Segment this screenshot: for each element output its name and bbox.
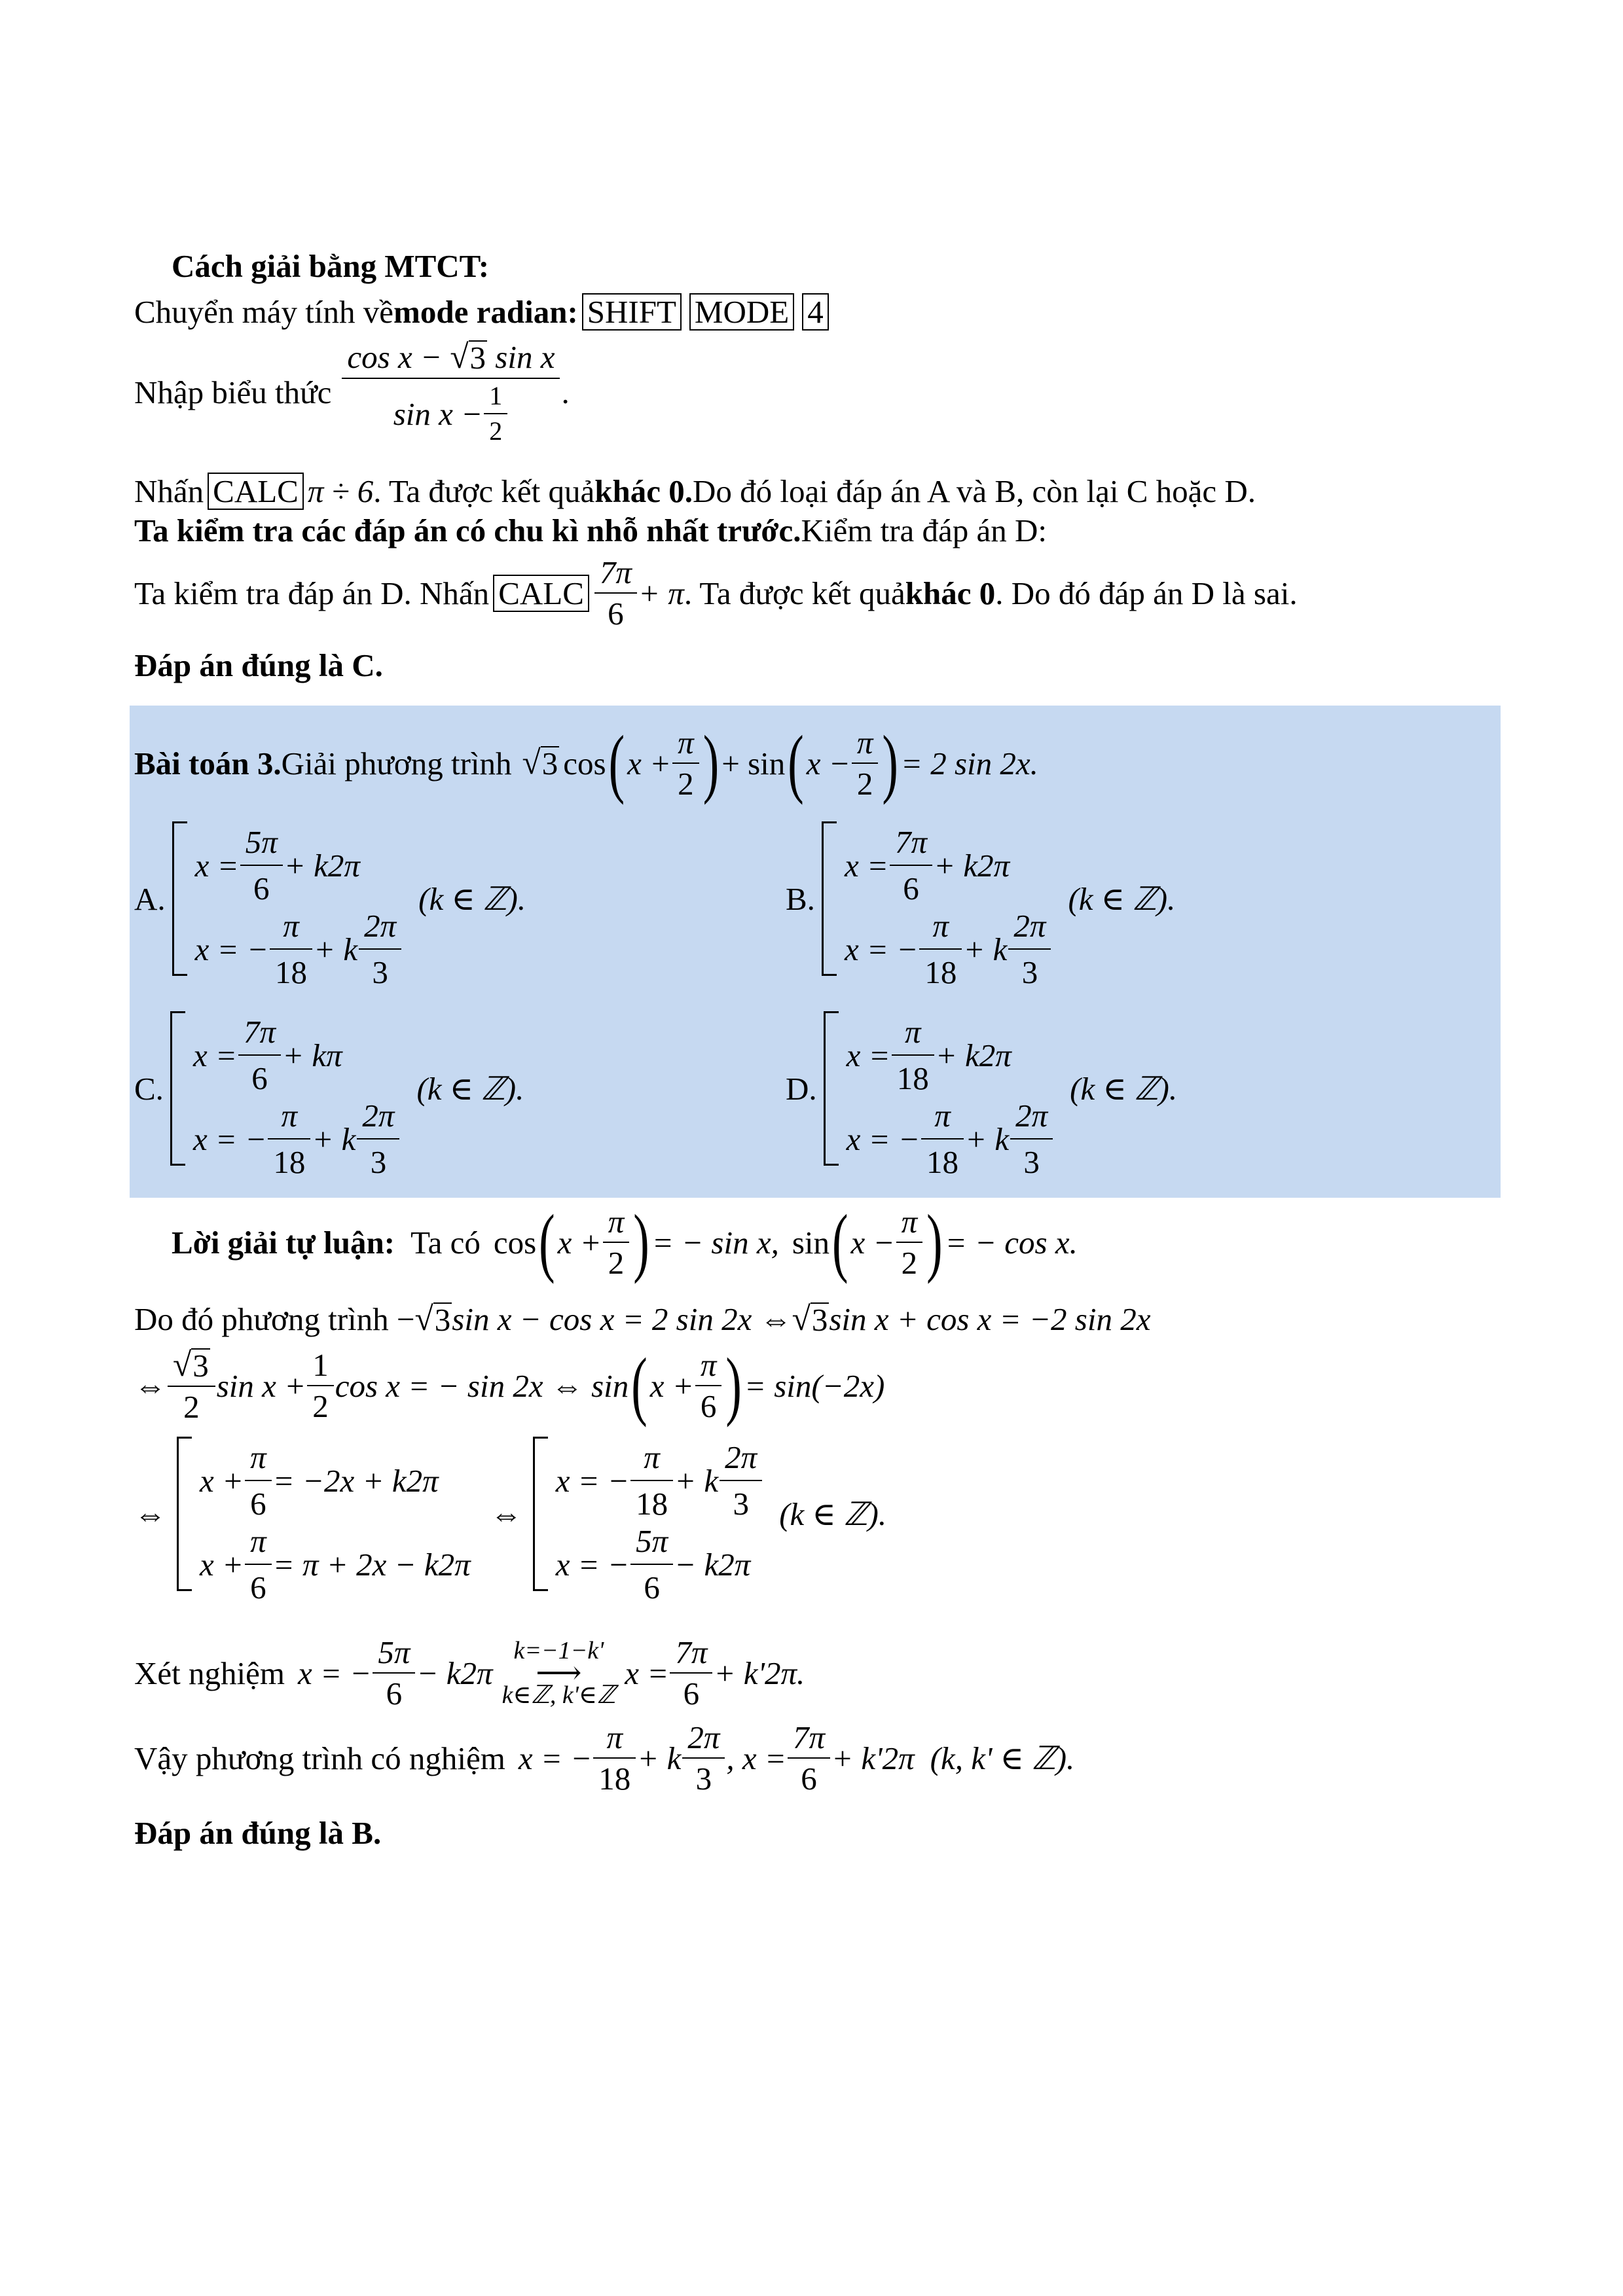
answer-c: Đáp án đúng là C.: [134, 647, 383, 683]
period-check-line: Ta kiểm tra các đáp án có chu kì nhỗ nhất trước. Kiểm tra đáp án D:: [134, 512, 1048, 548]
problem-statement: Bài toán 3. Giải phương trình √ 3 cos ( x + $\frac{\pi}{2}$ ) + sin ( x − $\frac{\pi}{2}$ ) = 2 sin 2x.: [134, 720, 1038, 806]
option-d[interactable]: D. x = $\frac{\pi}{18}$ + k2π x = − $\frac{\pi}{18}$ + k $\frac{2\pi}{3}$ (k ∈ ℤ).: [786, 1011, 1177, 1166]
solution-systems: ⇔ x + $\frac{\pi}{6}$ = −2x + k2π x + $\frac{\pi}{6}$ = π + 2x − k2π ⇔ x = − $\frac{\pi}{18}$ + k $\frac{2\pi}{3}$ x = − $\frac{5\pi}{6}$ − k2π (k ∈ ℤ).: [134, 1437, 886, 1591]
solution-line-1: Lời giải tự luận: Ta có cos ( x + $\frac{\pi}{2}$ ) = − sin x, sin ( x − $\frac{\pi}{2}$ ) = − cos x.: [172, 1199, 1078, 1285]
solution-line-3: ⇔ √ 3 2 sin x + $\frac{1}{2}$ cos x = − sin 2x ⇔ sin ( x + $\frac{\pi}{6}$ ) = sin(−2x): [134, 1343, 885, 1428]
option-a[interactable]: A. x = $\frac{5\pi}{6}$ + k2π x = − $\frac{\pi}{18}$ + k $\frac{2\pi}{3}$ (k ∈ ℤ).: [134, 821, 526, 976]
calc-key: CALC: [208, 473, 304, 510]
mode-key: MODE: [689, 293, 794, 331]
mode-line: Chuyển máy tính về mode radian: SHIFT MODE 4: [134, 293, 833, 331]
solution-line-2: Do đó phương trình − √ 3 sin x − cos x = 2 sin 2x ⇔ √ 3 sin x + cos x = −2 sin 2x: [134, 1300, 1151, 1338]
press-calc-line-1: Nhấn CALC π ÷ 6 . Ta được kết quả khác 0. Do đó loại đáp án A và B, còn lại C hoặc D.: [134, 473, 1256, 509]
solution-line-6: Vậy phương trình có nghiệm x = − $\frac{\pi}{18}$ + k $\frac{2\pi}{3}$ , x = $\frac{7\pi}{6}$ + k'2π (k, k' ∈ ℤ).: [134, 1719, 1075, 1797]
expression-fraction: cos x − √ 3 sin x sin x − $\frac{1}{2}$: [344, 340, 557, 444]
mtct-heading: Cách giải bằng MTCT:: [172, 248, 490, 284]
shift-key: SHIFT: [582, 293, 682, 331]
calc-key-2: CALC: [493, 575, 589, 612]
press-calc-line-2: Ta kiểm tra đáp án D. Nhấn CALC $\frac{7\pi}{6}$ + π . Ta được kết quả khác 0 . Do đó đáp án D là sai.: [134, 554, 1298, 632]
solution-line-5: Xét nghiệm x = − $\frac{5\pi}{6}$ − k2π k=−1−k' ⟶ k∈ℤ, k'∈ℤ x = $\frac{7\pi}{6}$ + k'2π.: [134, 1634, 805, 1712]
answer-b: Đáp án đúng là B.: [134, 1815, 382, 1851]
input-expression-line: Nhập biểu thức cos x − √ 3 sin x sin x − $\frac{1}{2}$ .: [134, 338, 570, 446]
option-c[interactable]: C. x = $\frac{7\pi}{6}$ + kπ x = − $\frac{\pi}{18}$ + k $\frac{2\pi}{3}$ (k ∈ ℤ).: [134, 1011, 524, 1166]
option-b[interactable]: B. x = $\frac{7\pi}{6}$ + k2π x = − $\frac{\pi}{18}$ + k $\frac{2\pi}{3}$ (k ∈ ℤ).: [786, 821, 1175, 976]
four-key: 4: [802, 293, 829, 331]
substitution-arrow: k=−1−k' ⟶ k∈ℤ, k'∈ℤ: [501, 1637, 616, 1709]
